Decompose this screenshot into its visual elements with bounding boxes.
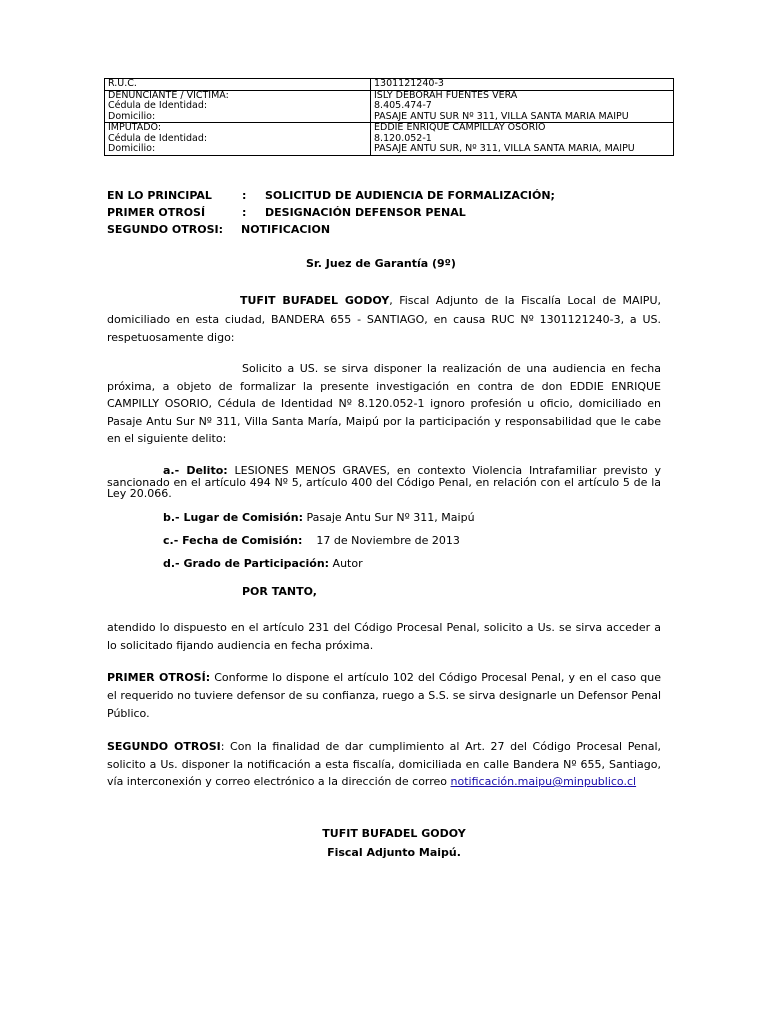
victim-values: ISLY DEBORAH FUENTES VERA 8.405.474-7 PASAJE ANTU SUR Nº 311, VILLA SANTA MARIA MAIPU	[371, 90, 674, 123]
signature-name: TUFIT BUFADEL GODOY	[322, 827, 466, 840]
primer-otrosi-paragraph: PRIMER OTROSÍ: Conforme lo dispone el artículo 102 del Código Procesal Penal, y en el caso que el requerido no tuviere defensor de su confianza, ruego a S.S. se sirva designarle un Defensor Penal Público.	[107, 671, 662, 720]
accused-values: EDDIE ENRIQUE CAMPILLAY OSORIO 8.120.052-1 PASAJE ANTU SUR, Nº 311, VILLA SANTA MARIA, MAIPU	[371, 123, 674, 156]
item-grado: d.- Grado de Participación: Autor	[163, 557, 363, 570]
conclusion-paragraph: atendido lo dispuesto en el artículo 231 del Código Procesal Penal, solicito a Us. se sirva acceder a lo solicitado fijando audiencia en fecha próxima.	[107, 621, 661, 652]
addressee: Sr. Juez de Garantía (9º)	[306, 257, 456, 270]
victim-labels: DENUNCIANTE / VICTIMA: Cédula de Identidad: Domicilio:	[105, 90, 371, 123]
table-row	[105, 79, 674, 91]
ruc-value: 1301121240-3	[371, 79, 674, 91]
signature-title: Fiscal Adjunto Maipú.	[327, 845, 461, 859]
accused-labels: IMPUTADO: Cédula de Identidad: Domicilio:	[105, 123, 371, 156]
por-tanto: POR TANTO,	[242, 585, 317, 598]
table-row	[105, 90, 674, 123]
legal-document: R.U.C. 1301121240-3 DENUNCIANTE / VICTIMA: Cédula de Identidad: Domicilio: ISLY DEBORAH FUENTES VERA 8.405.474-7 PASAJE ANTU SUR Nº 311, VILLA SANTA MARIA MAIPU IMPUTADO: Cédula de Identidad: Domicilio: EDDIE ENRIQUE CAMPILLAY OSORIO 8.120.052-1 PASAJE ANTU SUR, Nº 311, VILLA SANTA MARIA, MAIPU EN LO PRINCIPAL : SOLICITUD DE AUDIENCIA DE FORMALIZACIÓN; PRIMER OTROSÍ : DESIGNACIÓN DEFENSOR PENAL SEGUNDO OTROSI: NOTIFICACION Sr. Juez de Garantía (9º) TUFIT BUFADEL GODOY, Fiscal Adjunto de la Fiscalía Local de MAIPU, domiciliado en esta ciudad, BANDERA 655 - SANTIAGO, en causa RUC Nº 1301121240-3, a US. respetuosamente digo: Solicito a US. se sirva disponer la realización de una audiencia en fecha próxima, a objeto de formalizar la presente investigación en contra de don EDDIE ENRIQUE CAMPILLY OSORIO, Cédula de Identidad Nº 8.120.052-1 ignoro profesión u oficio, domiciliado en Pasaje Antu Sur Nº 311, Villa Santa María, Maipú por la participación y responsabilidad que le cabe en el siguiente delito: a.- Delito: LESIONES MENOS GRAVES, en contexto Violencia Intrafamiliar previsto y sancionado en el artículo 494 Nº 5, artículo 400 del Código Penal, en relación con el artículo 5 de la Ley 20.066. b.- Lugar de Comisión: Pasaje Antu Sur Nº 311, Maipú c.- Fecha de Comisión: 17 de Noviembre de 2013 d.- Grado de Participación: Autor POR TANTO, atendido lo dispuesto en el artículo 231 del Código Procesal Penal, solicito a Us. se sirva acceder a lo solicitado fijando audiencia en fecha próxima. PRIMER OTROSÍ: Conforme lo dispone el artículo 102 del Código Procesal Penal, y en el caso que el requerido no tuviere defensor de su confianza, ruego a S.S. se sirva designarle un Defensor Penal Público. SEGUNDO OTROSI: Con la finalidad de dar cumplimiento al Art. 27 del Código Procesal Penal, solicito a Us. disponer la notificación a esta fiscalía, domiciliada en calle Bandera Nº 655, Santiago, vía interconexión y correo electrónico a la dirección de correo notificación.maipu@minpublico.cl TUFIT BUFADEL GODOY Fiscal Adjunto Maipú.	[0, 0, 768, 1024]
ruc-label: R.U.C.	[105, 79, 371, 91]
request-paragraph: Solicito a US. se sirva disponer la realización de una audiencia en fecha próxima, a objeto de formalizar la presente investigación en contra de don EDDIE ENRIQUE CAMPILLY OSORIO, Cédula de Identidad Nº 8.120.052-1 ignoro profesión u oficio, domiciliado en Pasaje Antu Sur Nº 311, Villa Santa María, Maipú por la participación y responsabilidad que le cabe en el siguiente delito:	[107, 362, 661, 445]
item-fecha: c.- Fecha de Comisión: 17 de Noviembre de 2013	[163, 534, 460, 547]
table-row	[105, 123, 674, 156]
segundo-otrosi-paragraph: SEGUNDO OTROSI: Con la finalidad de dar cumplimiento al Art. 27 del Código Procesal Penal, solicito a Us. disponer la notificación a esta fiscalía, domiciliada en calle Bandera Nº 655, Santiago, vía interconexión y correo electrónico a la dirección de correo notificación.maipu@minpublico.cl	[107, 740, 661, 788]
case-info-table	[104, 78, 674, 156]
signature-block	[284, 825, 504, 862]
intro-paragraph: TUFIT BUFADEL GODOY, Fiscal Adjunto de la Fiscalía Local de MAIPU, domiciliado en esta ciudad, BANDERA 655 - SANTIAGO, en causa RUC Nº 1301121240-3, a US. respetuosamente digo:	[107, 294, 661, 344]
item-delito: a.- Delito: LESIONES MENOS GRAVES, en contexto Violencia Intrafamiliar previsto y sancionado en el artículo 494 Nº 5, artículo 400 del Código Penal, en relación con el artículo 5 de la Ley 20.066.	[107, 464, 661, 500]
item-lugar: b.- Lugar de Comisión: Pasaje Antu Sur Nº 311, Maipú	[163, 511, 475, 524]
email-link[interactable]: notificación.maipu@minpublico.cl	[450, 775, 637, 788]
